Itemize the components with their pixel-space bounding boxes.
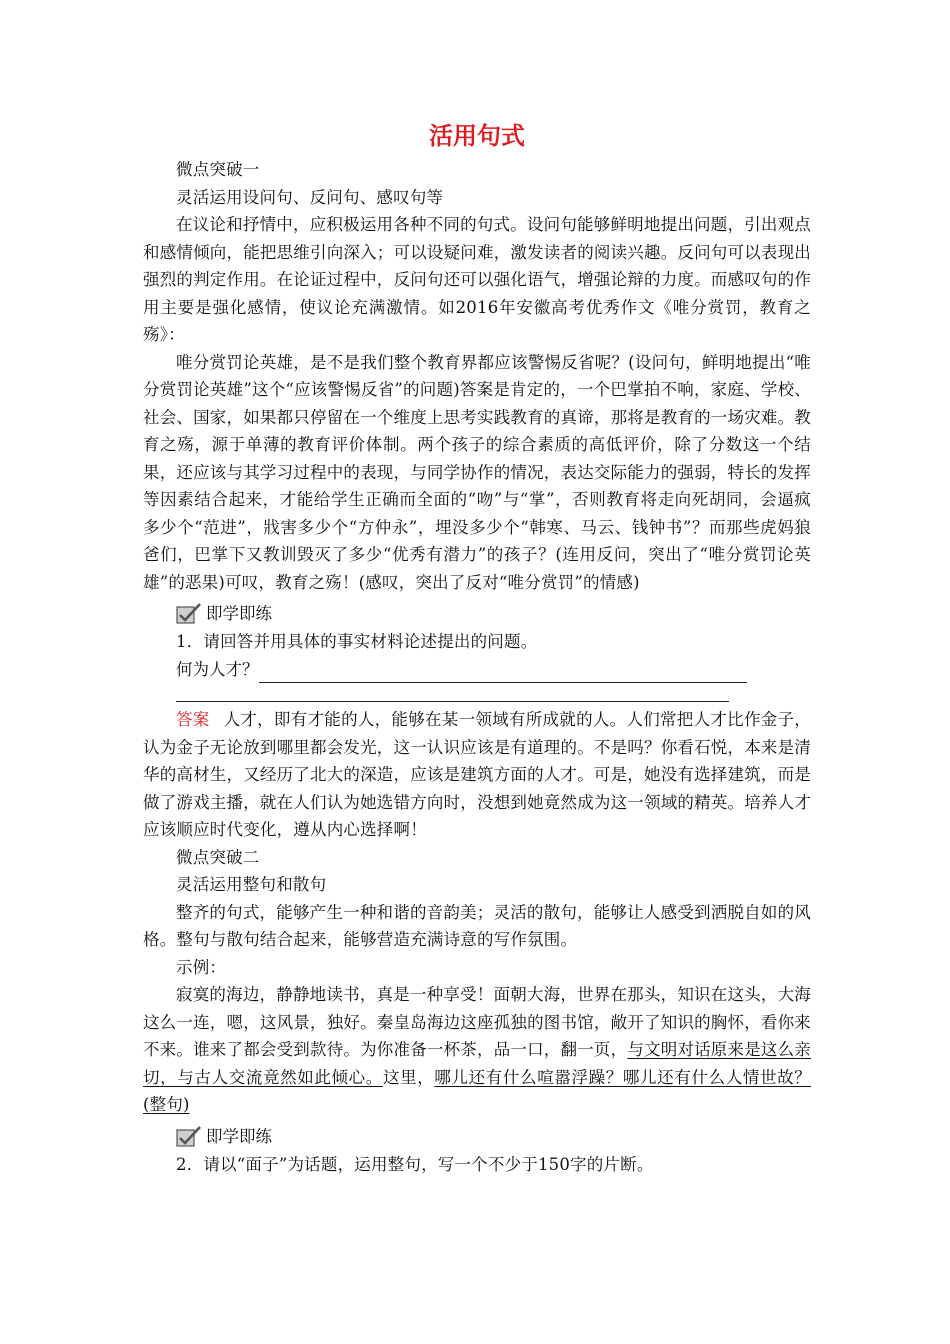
document-page <box>143 118 811 1178</box>
question-prompt: 何为人才？ <box>176 659 259 679</box>
answer-paragraph <box>143 706 811 844</box>
answer-label: 答案 <box>176 710 210 729</box>
practice-label-1: 即学即练 <box>206 604 272 623</box>
page-title: 活用句式 <box>429 122 525 150</box>
section2-heading: 微点突破二 <box>176 847 260 867</box>
practice-header-1 <box>176 600 811 628</box>
example-underline-1: 与文明对话原来是这么亲切，与古人交流竟然如此倾心。 <box>143 1040 812 1087</box>
section1-example: 唯分赏罚论英雄，是不是我们整个教育界都应该警惕反省呢？(设问句，鲜明地提出“唯分赏罚论英雄”这个“应该警惕反省”的问题)答案是肯定的，一个巴掌拍不响，家庭、学校、社会、国家，如果都只停留在一个维度上思考实践教育的真谛，那将是教育的一场灾难。教育之殇，源于单薄的教育评价体制。两个孩子的综合素质的高低评价，除了分数这一个结果，还应该与其学习过程中的表现，与同学协作的情况，表达交际能力的强弱，特长的发挥等因素结合起来，才能给学生正确而全面的“吻”与“掌”，否则教育将走向死胡同，会逼疯多少个“范进”，戕害多少个“方仲永”，埋没多少个“韩寒、马云、钱钟书”？而那些虎妈狼爸们，巴掌下又教训毁灭了多少“优秀有潜力”的孩子？(连用反问，突出了“唯分赏罚论英雄”的恶果)可叹，教育之殇！(感叹，突出了反对“唯分赏罚”的情感) <box>143 352 811 592</box>
section2-subheading: 灵活运用整句和散句 <box>176 875 327 894</box>
answer-blank-line-2[interactable] <box>176 683 729 702</box>
answer-blank-row <box>176 656 811 684</box>
example-plain-text: 寂寞的海边，静静地读书，真是一种享受！面朝大海，世界在那头，知识在这头，大海这么一连，嗯，这风景，独好。秦皇岛海边这座孤独的图书馆，敞开了知识的胸怀，看你来不来。谁来了都会受到款待。为你准备一杯茶，品一口，翻一页， <box>143 985 811 1059</box>
section1-intro: 在议论和抒情中，应积极运用各种不同的句式。设问句能够鲜明地提出问题，引出观点和感情倾向，能把思维引向深入；可以设疑问难，激发读者的阅读兴趣。反问句可以表现出强烈的判定作用。在论证过程中，反问句还可以强化语气，增强论辩的力度。而感叹句的作用主要是强化感情，使议论充满激情。如2016年安徽高考优秀作文《唯分赏罚，教育之殇》： <box>143 215 811 344</box>
question-2: 2．请以“面子”为话题，运用整句，写一个不少于150字的片断。 <box>176 1154 654 1174</box>
section1-heading: 微点突破一 <box>176 160 260 179</box>
answer-text: 人才，即有才能的人，能够在某一领域有所成就的人。人们常把人才比作金子，认为金子无论放到哪里都会发光，这一认识应该是有道理的。不是吗？你看石悦，本来是清华的高材生，又经历了北大的深造，应该是建筑方面的人才。可是，她没有选择建筑，而是做了游戏主播，就在人们认为她选错方向时，没想到她竟然成为这一领域的精英。培养人才应该顺应时代变化，遵从内心选择啊！ <box>143 710 811 839</box>
section2-example <box>143 981 811 1119</box>
practice-header-2 <box>176 1123 811 1151</box>
practice-label-2: 即学即练 <box>206 1126 272 1146</box>
example-underline-2: 哪儿还有什么喧嚣浮躁？哪儿还有什么人情世故？(整句) <box>143 1067 811 1114</box>
example-mid-text: 这里， <box>382 1067 435 1087</box>
section1-subheading: 灵活运用设问句、反问句、感叹句等 <box>176 187 444 207</box>
answer-blank-line-1[interactable] <box>259 664 747 683</box>
answer-blank-row-2 <box>176 683 811 702</box>
example-label: 示例： <box>176 957 227 977</box>
question-1: 1．请回答并用具体的事实材料论述提出的问题。 <box>176 632 538 651</box>
section2-intro: 整齐的句式，能够产生一种和谐的音韵美；灵活的散句，能够让人感受到洒脱自如的风格。整句与散句结合起来，能够营造充满诗意的写作氛围。 <box>143 902 811 949</box>
check-icon <box>176 603 202 625</box>
check-icon <box>176 1126 202 1148</box>
